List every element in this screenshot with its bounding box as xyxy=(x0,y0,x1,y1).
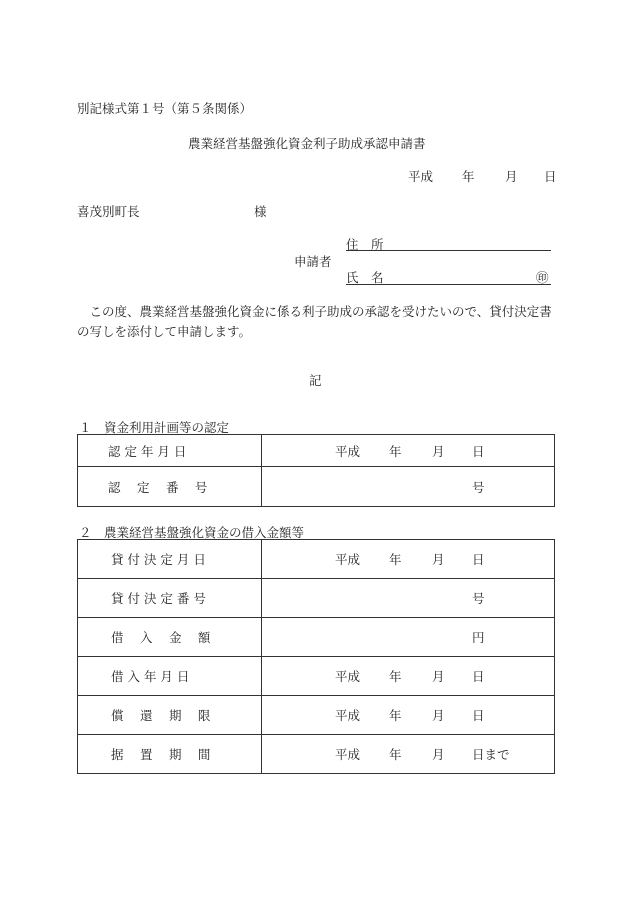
row-label: 借 入 金 額 xyxy=(111,630,211,645)
addressee-name: 喜茂別町長 xyxy=(77,204,140,219)
month-text: 月 xyxy=(432,669,445,684)
month-text: 月 xyxy=(432,747,445,762)
year-text: 年 xyxy=(389,669,402,684)
row-label: 借 入 年 月 日 xyxy=(111,669,190,684)
table-row xyxy=(78,435,555,467)
day-text: 日 xyxy=(472,552,485,567)
amount-value-cell[interactable] xyxy=(262,618,555,657)
date-value-cell[interactable] xyxy=(262,735,555,774)
date-value-cell[interactable] xyxy=(262,657,555,696)
month-text: 月 xyxy=(432,443,445,459)
date-value-cell[interactable] xyxy=(262,696,555,735)
row-label-cell xyxy=(78,467,262,507)
date-era: 平成 xyxy=(408,169,434,184)
form-number: 別記様式第１号（第５条関係） xyxy=(77,101,253,116)
table-row xyxy=(78,579,555,618)
date-month: 月 xyxy=(505,169,518,184)
day-text: 日 xyxy=(472,669,485,684)
year-text: 年 xyxy=(389,552,402,567)
era-text: 平成 xyxy=(335,708,361,723)
table-row xyxy=(78,467,555,507)
row-label: 据 置 期 間 xyxy=(111,747,211,762)
date-value-cell[interactable] xyxy=(262,435,555,467)
row-label-cell xyxy=(78,657,262,696)
row-label-cell xyxy=(78,735,262,774)
page-title: 農業経営基盤強化資金利子助成承認申請書 xyxy=(188,136,426,151)
row-label: 貸 付 決 定 月 日 xyxy=(111,552,206,567)
day-text: 日 xyxy=(472,708,485,723)
name-label: 氏 名 xyxy=(346,270,384,285)
section2-heading: ２ 農業経営基盤強化資金の借入金額等 xyxy=(79,525,305,540)
date-year: 年 xyxy=(462,169,475,184)
row-label-cell xyxy=(78,696,262,735)
addressee-honorific: 様 xyxy=(254,204,267,219)
section2-table xyxy=(77,539,555,774)
era-text: 平成 xyxy=(335,747,361,762)
day-text: 日まで xyxy=(472,747,510,762)
year-text: 年 xyxy=(389,747,402,762)
section1-heading: １ 資金利用計画等の認定 xyxy=(79,420,230,435)
address-field[interactable] xyxy=(346,250,551,251)
table-row xyxy=(78,696,555,735)
month-text: 月 xyxy=(432,708,445,723)
table-row xyxy=(78,540,555,579)
year-text: 年 xyxy=(389,708,402,723)
section1-table xyxy=(77,434,555,507)
suffix-text: 号 xyxy=(472,591,485,606)
row-label-cell xyxy=(78,540,262,579)
row-label: 認 定 年 月 日 xyxy=(108,443,187,459)
table-row xyxy=(78,657,555,696)
row-label-cell xyxy=(78,435,262,467)
applicant-label: 申請者 xyxy=(294,254,332,269)
table-row xyxy=(78,735,555,774)
name-field[interactable] xyxy=(346,284,551,285)
era-text: 平成 xyxy=(335,552,361,567)
date-day: 日 xyxy=(544,169,557,184)
era-text: 平成 xyxy=(335,443,361,459)
suffix-text: 円 xyxy=(472,630,485,645)
row-label: 貸 付 決 定 番 号 xyxy=(111,591,206,606)
suffix-text: 号 xyxy=(472,479,485,495)
era-text: 平成 xyxy=(335,669,361,684)
row-label-cell xyxy=(78,579,262,618)
number-value-cell[interactable] xyxy=(262,579,555,618)
seal-mark: ㊞ xyxy=(536,270,549,285)
day-text: 日 xyxy=(472,443,485,459)
ki-heading: 記 xyxy=(309,373,322,388)
month-text: 月 xyxy=(432,552,445,567)
row-label-cell xyxy=(78,618,262,657)
row-label: 認 定 番 号 xyxy=(108,479,208,495)
body-text: この度、農業経営基盤強化資金に係る利子助成の承認を受けたいので、貸付決定書の写しを添付して申請します。 xyxy=(77,304,552,339)
date-value-cell[interactable] xyxy=(262,540,555,579)
table-row xyxy=(78,618,555,657)
address-label: 住 所 xyxy=(346,237,384,252)
number-value-cell[interactable] xyxy=(262,467,555,507)
year-text: 年 xyxy=(389,443,402,459)
row-label: 償 還 期 限 xyxy=(111,708,211,723)
